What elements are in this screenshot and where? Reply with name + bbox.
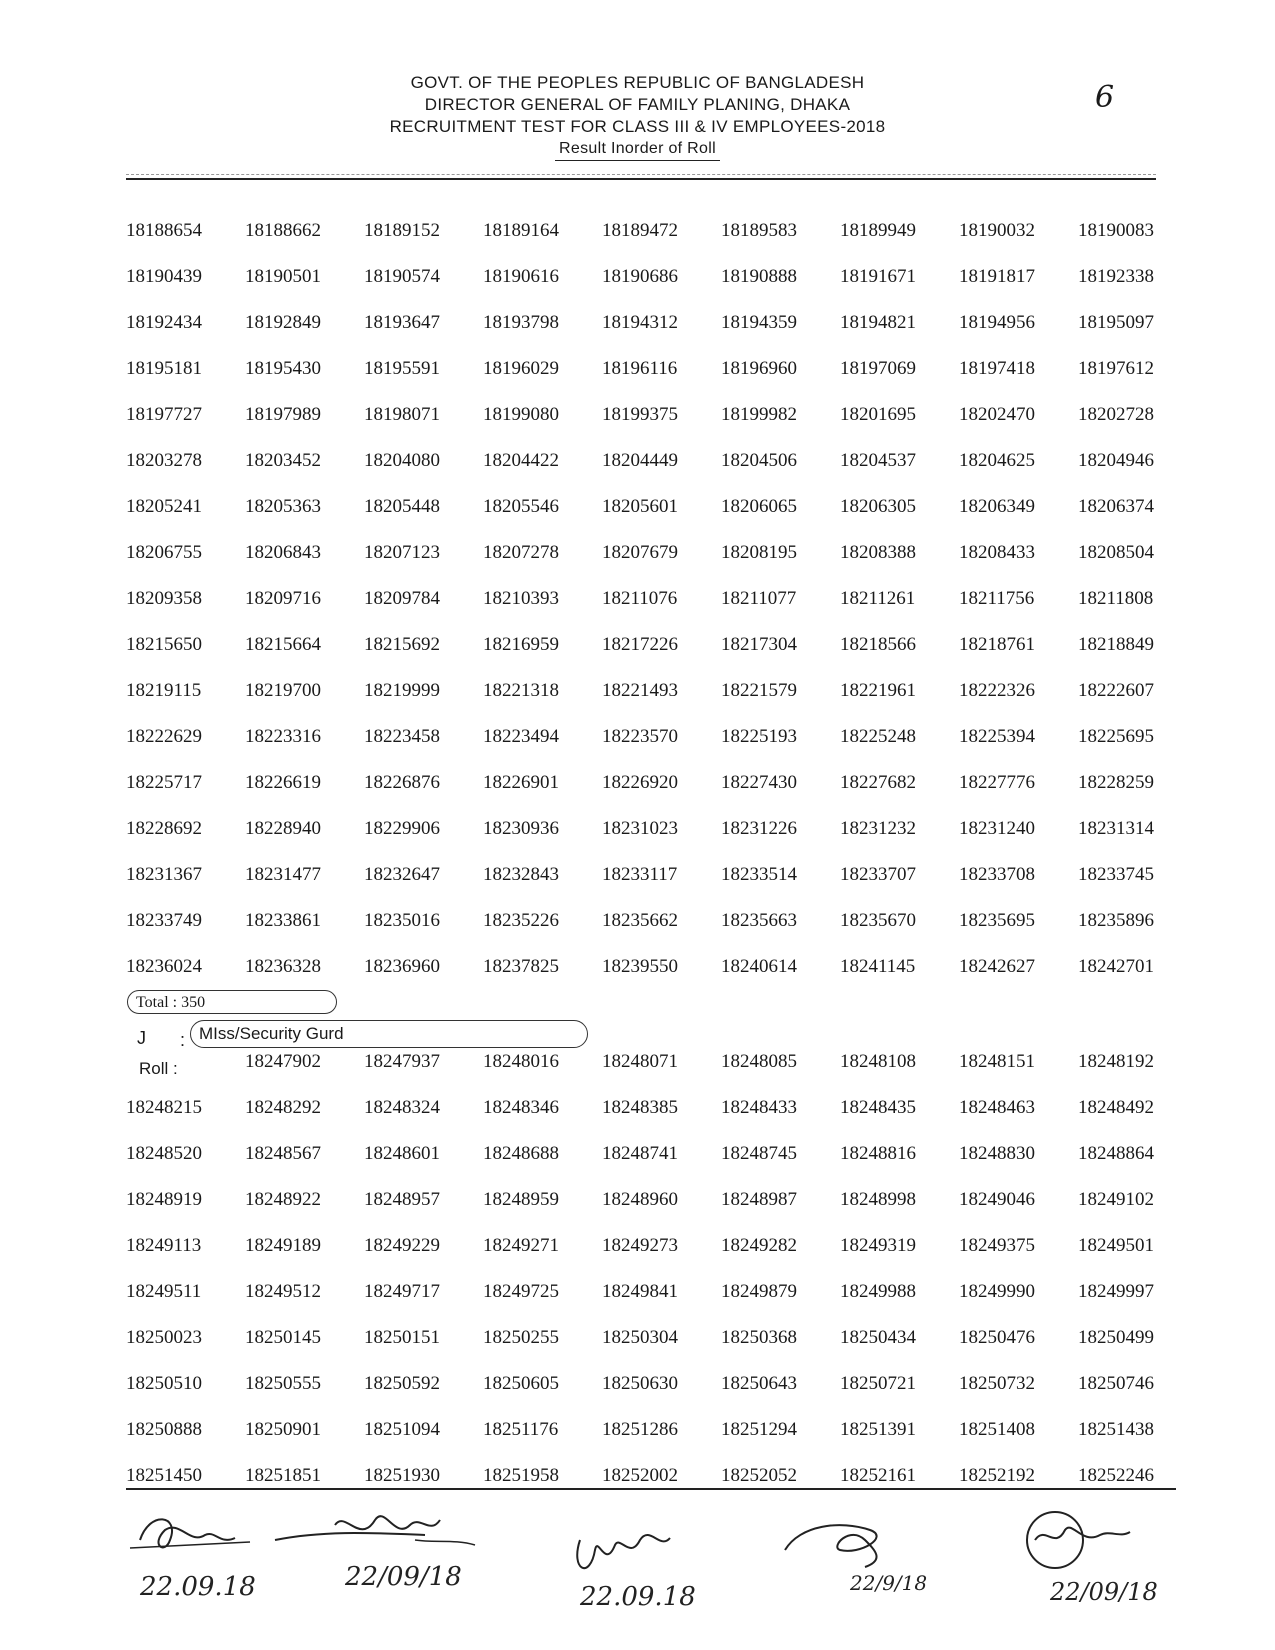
roll-number: 18250732: [959, 1373, 1035, 1394]
roll-number: 18210393: [483, 588, 559, 609]
roll-number: 18196116: [602, 358, 678, 379]
roll-number: 18235695: [959, 910, 1035, 931]
roll-number: 18248830: [959, 1143, 1035, 1164]
roll-number: 18231314: [1078, 818, 1154, 839]
roll-number: 18204537: [840, 450, 916, 471]
roll-number: 18231226: [721, 818, 797, 839]
roll-number: 18250721: [840, 1373, 916, 1394]
roll-number: 18248959: [483, 1189, 559, 1210]
roll-number: 18195591: [364, 358, 440, 379]
roll-number: 18249229: [364, 1235, 440, 1256]
roll-number: 18194956: [959, 312, 1035, 333]
roll-number: 18204422: [483, 450, 559, 471]
signature-2-date: 22/09/18: [345, 1562, 462, 1592]
roll-number: 18232647: [364, 864, 440, 885]
roll-number: 18209784: [364, 588, 440, 609]
roll-number: 18248520: [126, 1143, 202, 1164]
roll-number: 18206374: [1078, 496, 1154, 517]
roll-number: 18223570: [602, 726, 678, 747]
roll-number: 18251286: [602, 1419, 678, 1440]
roll-number: 18215664: [245, 634, 321, 655]
roll-label: Roll :: [139, 1059, 178, 1078]
roll-number: 18250605: [483, 1373, 559, 1394]
roll-number: 18248192: [1078, 1051, 1154, 1072]
roll-number: 18227776: [959, 772, 1035, 793]
roll-number: 18195181: [126, 358, 202, 379]
roll-number: 18219700: [245, 680, 321, 701]
roll-number: 18249725: [483, 1281, 559, 1302]
signature-3: [560, 1510, 720, 1620]
roll-number: 18252192: [959, 1465, 1035, 1486]
roll-number: 18242701: [1078, 956, 1154, 977]
roll-number: 18216959: [483, 634, 559, 655]
roll-number: 18197069: [840, 358, 916, 379]
roll-number: 18215692: [364, 634, 440, 655]
roll-number: 18252052: [721, 1465, 797, 1486]
roll-number: 18235896: [1078, 910, 1154, 931]
roll-number: 18211756: [959, 588, 1035, 609]
roll-number: 18209358: [126, 588, 202, 609]
roll-number: 18227682: [840, 772, 916, 793]
roll-number: 18218761: [959, 634, 1035, 655]
header-result-order: Result Inorder of Roll: [555, 138, 720, 161]
roll-number: 18251958: [483, 1465, 559, 1486]
roll-number: 18205601: [602, 496, 678, 517]
roll-number: 18251294: [721, 1419, 797, 1440]
roll-number: 18251930: [364, 1465, 440, 1486]
roll-number: 18221579: [721, 680, 797, 701]
roll-number: 18201695: [840, 404, 916, 425]
roll-number: 18195430: [245, 358, 321, 379]
header-divider: [126, 178, 1156, 180]
roll-number: 18249271: [483, 1235, 559, 1256]
roll-number: 18250746: [1078, 1373, 1154, 1394]
roll-number: 18251391: [840, 1419, 916, 1440]
roll-number: 18194312: [602, 312, 678, 333]
roll-number: 18248071: [602, 1051, 678, 1072]
roll-number: 18250434: [840, 1327, 916, 1348]
roll-number: 18249990: [959, 1281, 1035, 1302]
roll-number: [126, 1039, 245, 1085]
roll-number: 18227430: [721, 772, 797, 793]
roll-number: 18248922: [245, 1189, 321, 1210]
roll-number: 18236328: [245, 956, 321, 977]
roll-number: 18207278: [483, 542, 559, 563]
roll-number: 18250510: [126, 1373, 202, 1394]
signature-4: [770, 1495, 970, 1605]
roll-number: 18218566: [840, 634, 916, 655]
roll-number: 18206305: [840, 496, 916, 517]
roll-number: 18250592: [364, 1373, 440, 1394]
roll-number: 18203452: [245, 450, 321, 471]
roll-number: 18209716: [245, 588, 321, 609]
roll-number: 18228692: [126, 818, 202, 839]
roll-number: 18249375: [959, 1235, 1035, 1256]
roll-number: 18221318: [483, 680, 559, 701]
roll-number: 18248741: [602, 1143, 678, 1164]
roll-number: 18231023: [602, 818, 678, 839]
roll-number: 18248016: [483, 1051, 559, 1072]
roll-number: 18249319: [840, 1235, 916, 1256]
roll-number: 18248567: [245, 1143, 321, 1164]
roll-number: 18192434: [126, 312, 202, 333]
roll-number: 18241145: [840, 956, 916, 977]
roll-number: 18249512: [245, 1281, 321, 1302]
roll-number: 18248957: [364, 1189, 440, 1210]
roll-number: 18211261: [840, 588, 916, 609]
header-divider-dashed: [126, 174, 1156, 175]
footer-divider: [126, 1488, 1176, 1490]
roll-number: 18207123: [364, 542, 440, 563]
roll-number: 18189949: [840, 220, 916, 241]
roll-number: 18204449: [602, 450, 678, 471]
roll-number: 18191817: [959, 266, 1035, 287]
roll-number: 18196029: [483, 358, 559, 379]
roll-number: 18221493: [602, 680, 678, 701]
roll-number: 18250888: [126, 1419, 202, 1440]
roll-number: 18225193: [721, 726, 797, 747]
roll-number: 18211077: [721, 588, 797, 609]
roll-number: 18250255: [483, 1327, 559, 1348]
roll-number: 18226901: [483, 772, 559, 793]
signature-1: [120, 1500, 280, 1610]
roll-number: 18231367: [126, 864, 202, 885]
roll-number: 18248987: [721, 1189, 797, 1210]
roll-number: 18223316: [245, 726, 321, 747]
roll-number: 18249717: [364, 1281, 440, 1302]
roll-number: 18235662: [602, 910, 678, 931]
roll-number: 18190686: [602, 266, 678, 287]
roll-number: 18221961: [840, 680, 916, 701]
roll-number: 18228259: [1078, 772, 1154, 793]
roll-number: 18206755: [126, 542, 202, 563]
roll-number: 18248385: [602, 1097, 678, 1118]
roll-number: 18194359: [721, 312, 797, 333]
post-code: J: [137, 1028, 146, 1048]
roll-number: 18248108: [840, 1051, 916, 1072]
roll-number: 18251450: [126, 1465, 202, 1486]
roll-number: 18191671: [840, 266, 916, 287]
roll-number: 18190439: [126, 266, 202, 287]
roll-number: 18233707: [840, 864, 916, 885]
roll-number: 18217226: [602, 634, 678, 655]
roll-number: 18248998: [840, 1189, 916, 1210]
roll-number: 18225695: [1078, 726, 1154, 747]
roll-number: 18205363: [245, 496, 321, 517]
roll-number: 18235226: [483, 910, 559, 931]
roll-number: 18206843: [245, 542, 321, 563]
roll-number: 18228940: [245, 818, 321, 839]
roll-number: 18190616: [483, 266, 559, 287]
roll-number: 18249841: [602, 1281, 678, 1302]
roll-number: 18248463: [959, 1097, 1035, 1118]
roll-number: 18248151: [959, 1051, 1035, 1072]
roll-number: 18248601: [364, 1143, 440, 1164]
roll-number: 18250476: [959, 1327, 1035, 1348]
roll-number: 18223458: [364, 726, 440, 747]
roll-number: 18233861: [245, 910, 321, 931]
roll-number: 18222607: [1078, 680, 1154, 701]
roll-number: 18190574: [364, 266, 440, 287]
roll-number: 18237825: [483, 956, 559, 977]
signature-4-date: 22/9/18: [850, 1571, 928, 1595]
roll-number: 18249879: [721, 1281, 797, 1302]
roll-number: 18192849: [245, 312, 321, 333]
roll-number: 18233514: [721, 864, 797, 885]
roll-number: 18249273: [602, 1235, 678, 1256]
roll-number: 18190032: [959, 220, 1035, 241]
roll-number: 18195097: [1078, 312, 1154, 333]
roll-number: 18248085: [721, 1051, 797, 1072]
roll-number: 18198071: [364, 404, 440, 425]
roll-number: 18251438: [1078, 1419, 1154, 1440]
roll-number: 18199982: [721, 404, 797, 425]
roll-number: 18204506: [721, 450, 797, 471]
roll-number: 18222629: [126, 726, 202, 747]
roll-number: 18248492: [1078, 1097, 1154, 1118]
roll-number: 18250499: [1078, 1327, 1154, 1348]
roll-number: 18250901: [245, 1419, 321, 1440]
roll-number: 18225394: [959, 726, 1035, 747]
roll-number: 18247902: [245, 1051, 321, 1072]
post-colon: :: [180, 1030, 186, 1050]
header-recruitment: RECRUITMENT TEST FOR CLASS III & IV EMPLOYEES-2018: [389, 117, 886, 136]
signature-5-date: 22/09/18: [1050, 1578, 1158, 1606]
roll-number: 18231240: [959, 818, 1035, 839]
signature-3-date: 22.09.18: [580, 1582, 696, 1612]
roll-grid-section-2: [126, 1039, 1176, 1499]
roll-number: 18211808: [1078, 588, 1154, 609]
roll-number: 18215650: [126, 634, 202, 655]
roll-number: 18189164: [483, 220, 559, 241]
roll-number: 18205546: [483, 496, 559, 517]
roll-number: 18252246: [1078, 1465, 1154, 1486]
roll-number: 18207679: [602, 542, 678, 563]
roll-number: 18208433: [959, 542, 1035, 563]
roll-number: 18249046: [959, 1189, 1035, 1210]
roll-number: 18248960: [602, 1189, 678, 1210]
roll-number: 18204946: [1078, 450, 1154, 471]
roll-number: 18251094: [364, 1419, 440, 1440]
roll-number: 18249997: [1078, 1281, 1154, 1302]
roll-number: 18199375: [602, 404, 678, 425]
roll-number: 18189472: [602, 220, 678, 241]
signature-1-date: 22.09.18: [140, 1572, 256, 1602]
roll-number: 18192338: [1078, 266, 1154, 287]
roll-number: 18248864: [1078, 1143, 1154, 1164]
roll-number: 18222326: [959, 680, 1035, 701]
roll-number: 18206065: [721, 496, 797, 517]
roll-number: 18249102: [1078, 1189, 1154, 1210]
header-directorate: DIRECTOR GENERAL OF FAMILY PLANING, DHAKA: [424, 95, 851, 114]
header-govt: GOVT. OF THE PEOPLES REPUBLIC OF BANGLADESH: [410, 73, 865, 92]
roll-number: 18235663: [721, 910, 797, 931]
roll-number: 18190888: [721, 266, 797, 287]
roll-number: 18223494: [483, 726, 559, 747]
roll-number: 18251851: [245, 1465, 321, 1486]
roll-number: 18247937: [364, 1051, 440, 1072]
roll-number: 18252161: [840, 1465, 916, 1486]
roll-grid-section-1: [126, 208, 1176, 990]
roll-number: 18250630: [602, 1373, 678, 1394]
roll-number: 18235670: [840, 910, 916, 931]
roll-number: 18233745: [1078, 864, 1154, 885]
roll-number: 18208195: [721, 542, 797, 563]
roll-number: 18250368: [721, 1327, 797, 1348]
roll-number: 18193647: [364, 312, 440, 333]
roll-number: 18239550: [602, 956, 678, 977]
page-number: 6: [1095, 80, 1115, 115]
roll-number: 18205241: [126, 496, 202, 517]
roll-number: 18218849: [1078, 634, 1154, 655]
roll-number: 18250304: [602, 1327, 678, 1348]
roll-number: 18249511: [126, 1281, 202, 1302]
roll-number: 18188662: [245, 220, 321, 241]
roll-number: 18249282: [721, 1235, 797, 1256]
roll-number: 18204080: [364, 450, 440, 471]
roll-number: 18231477: [245, 864, 321, 885]
roll-number: 18197418: [959, 358, 1035, 379]
roll-number: 18232843: [483, 864, 559, 885]
roll-number: 18248346: [483, 1097, 559, 1118]
roll-number: 18236024: [126, 956, 202, 977]
roll-number: 18249988: [840, 1281, 916, 1302]
roll-number: 18217304: [721, 634, 797, 655]
roll-number: 18249501: [1078, 1235, 1154, 1256]
roll-number: 18204625: [959, 450, 1035, 471]
roll-number: 18205448: [364, 496, 440, 517]
signature-2: [265, 1495, 505, 1605]
roll-number: 18248435: [840, 1097, 916, 1118]
roll-number: 18233708: [959, 864, 1035, 885]
roll-number: 18202728: [1078, 404, 1154, 425]
roll-number: 18242627: [959, 956, 1035, 977]
roll-number: 18248292: [245, 1097, 321, 1118]
roll-number: 18211076: [602, 588, 678, 609]
roll-number: 18236960: [364, 956, 440, 977]
roll-number: 18208504: [1078, 542, 1154, 563]
roll-number: 18229906: [364, 818, 440, 839]
roll-number: 18250145: [245, 1327, 321, 1348]
roll-number: 18248745: [721, 1143, 797, 1164]
roll-number: 18197612: [1078, 358, 1154, 379]
roll-number: 18225248: [840, 726, 916, 747]
roll-number: 18251408: [959, 1419, 1035, 1440]
roll-number: 18233117: [602, 864, 678, 885]
roll-number: 18250151: [364, 1327, 440, 1348]
roll-number: 18240614: [721, 956, 797, 977]
roll-number: 18203278: [126, 450, 202, 471]
roll-number: 18208388: [840, 542, 916, 563]
roll-number: 18251176: [483, 1419, 559, 1440]
roll-number: 18230936: [483, 818, 559, 839]
roll-number: 18248816: [840, 1143, 916, 1164]
roll-number: 18190083: [1078, 220, 1154, 241]
post-name-badge: MIss/Security Gurd: [190, 1020, 588, 1048]
roll-number: 18250023: [126, 1327, 202, 1348]
roll-number: 18233749: [126, 910, 202, 931]
roll-number: 18190501: [245, 266, 321, 287]
roll-number: 18189583: [721, 220, 797, 241]
roll-number: 18206349: [959, 496, 1035, 517]
roll-number: 18189152: [364, 220, 440, 241]
roll-number: 18248324: [364, 1097, 440, 1118]
roll-number: 18226876: [364, 772, 440, 793]
roll-number: 18202470: [959, 404, 1035, 425]
roll-number: 18188654: [126, 220, 202, 241]
roll-number: 18219999: [364, 680, 440, 701]
roll-number: 18250555: [245, 1373, 321, 1394]
roll-number: 18219115: [126, 680, 202, 701]
roll-number: 18197989: [245, 404, 321, 425]
document-header: [0, 72, 1275, 161]
roll-number: 18194821: [840, 312, 916, 333]
roll-number: 18197727: [126, 404, 202, 425]
total-badge: Total : 350: [127, 990, 337, 1014]
roll-number: 18226619: [245, 772, 321, 793]
roll-number: 18249113: [126, 1235, 202, 1256]
roll-number: 18248919: [126, 1189, 202, 1210]
roll-number: 18199080: [483, 404, 559, 425]
roll-number: 18235016: [364, 910, 440, 931]
roll-number: 18226920: [602, 772, 678, 793]
roll-number: 18248215: [126, 1097, 202, 1118]
roll-number: 18231232: [840, 818, 916, 839]
signature-5: [1010, 1500, 1170, 1610]
roll-number: 18252002: [602, 1465, 678, 1486]
roll-number: 18196960: [721, 358, 797, 379]
roll-number: 18248688: [483, 1143, 559, 1164]
roll-number: 18193798: [483, 312, 559, 333]
roll-number: 18249189: [245, 1235, 321, 1256]
roll-number: 18248433: [721, 1097, 797, 1118]
roll-number: 18250643: [721, 1373, 797, 1394]
roll-number: 18225717: [126, 772, 202, 793]
